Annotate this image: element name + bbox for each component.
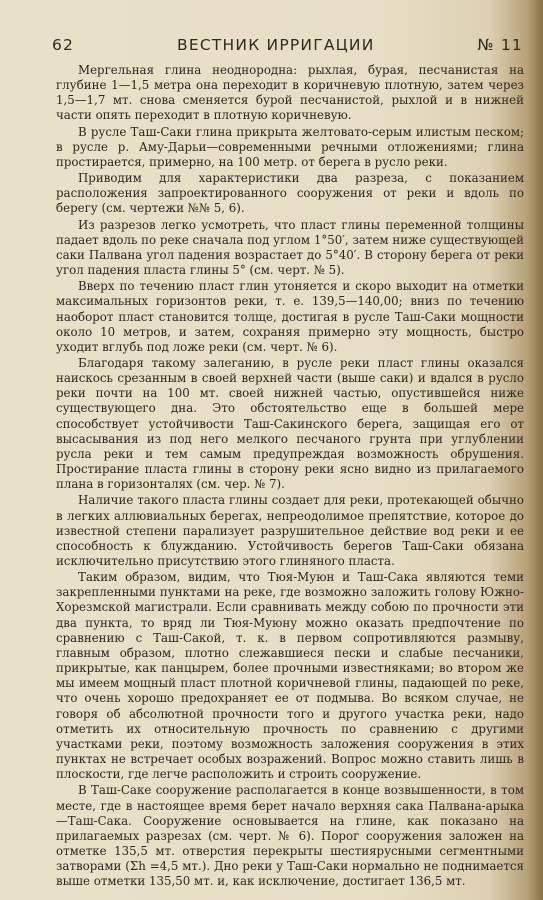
paragraph: В Таш-Саке сооружение располагается в конце возвышенности, в том месте, где в настоящее время берет начало верхняя сака Палвана-арыка—Таш-Сака. Сооружение основывается на глине, как показано на прилагаемых разрезах (см. черт. № 6). Порог сооружения заложен на отметке 135,5 мт. отверстия перекрыты шестиярусными сегментными затворами (Σh =4,5 мт.). Дно реки у Таш-Саки нормально не поднимается выше отметки 135,50 мт. и, как исключение, достигает 136,5 мт. — [56, 783, 524, 889]
paragraph: Вверх по течению пласт глин утоняется и скоро выходит на отметки максимальных горизонтов реки, т. е. 139,5—140,00; вниз по течению наоборот пласт становится толще, достигая в русле Таш-Саки мощности около 10 метров, и затем, сохраняя примерно эту мощность, быстро уходит вглубь под ложе реки (см. черт. № 6). — [56, 279, 524, 354]
issue-number: № 11 — [477, 36, 523, 54]
paragraph: Благодаря такому залеганию, в русле реки пласт глины оказался наискось срезанным в своей верхней части (выше саки) и вдался в русло реки почти на 100 мт. своей нижней частью, опустившейся ниже существующего дна. Это обстоятельство еще в большей мере способствует устойчивости Таш-Сакинского берега, защищая его от высасывания из под него мелкого песчаного грунта при углублении русла реки и тем самым предупреждая возможность обрушения. Простирание пласта глины в сторону реки ясно видно из прилагаемого плана в горизонталях (см. чер. № 7). — [56, 355, 524, 492]
paragraph: Наличие такого пласта глины создает для реки, протекающей обычно в легких аллювиальных берегах, непреодолимое препятствие, которое до известной степени парализует разрушительное действие вод реки и ее способность к блужданию. Устойчивость берегов Таш-Саки обязана исключительно присутствию этого глиняного пласта. — [56, 493, 524, 568]
page-number: 62 — [52, 36, 75, 54]
paragraph: Из разрезов легко усмотреть, что пласт глины переменной толщины падает вдоль по реке сначала под углом 1°50′, затем ниже существующей саки Палвана угол падения возрастает до 5°40′. В сторону берега от реки угол падения пласта глины 5° (см. черт. № 5). — [56, 217, 524, 278]
article-body — [56, 63, 524, 889]
paragraph: Таким образом, видим, что Тюя-Муюн и Таш-Сака являются теми закрепленными пунктами на реке, где возможно заложить голову Южно-Хорезмской магистрали. Если сравнивать между собою по прочности эти два пункта, то вряд ли Тюя-Муюну можно оказать предпочтение по сравнению с Таш-Сакой, т. к. в первом сопротивляются размыву, главным образом, плотно слежавшиеся пески и слабые песчаники, прикрытые, как панцырем, более прочными известняками; во втором же мы имеем мощный пласт плотной коричневой глины, падающей по реке, что очень хорошо предохраняет ее от подмыва. Во всяком случае, не говоря об абсолютной прочности того и другого участка реки, надо отметить их относительную прочность по сравнению с другими участками реки, поэтому возможность заложения сооружения в этих пунктах не встречает особых возражений. Вопрос можно ставить лишь в плоскости, где легче расположить и строить сооружение. — [56, 570, 524, 782]
journal-title: ВЕСТНИК ИРРИГАЦИИ — [177, 36, 375, 54]
page-header — [52, 36, 523, 58]
paragraph: Приводим для характеристики два разреза, с показанием расположения запроектированного сооружения от реки и вдоль по берегу (см. чертежи №№ 5, 6). — [56, 171, 524, 216]
paragraph: В русле Таш-Саки глина прикрыта желтовато-серым илистым песком; в русле р. Аму-Дарьи—современными речными отложениями; глина простирается, примерно, на 100 метр. от берега в русло реки. — [56, 124, 524, 169]
paragraph: Мергельная глина неоднородна: рыхлая, бурая, песчанистая на глубине 1—1,5 метра она переходит в коричневую плотную, затем через 1,5—1,7 мт. снова сменяется бурой песчанистой, рыхлой и в нижней части опять переходит в плотную коричневую. — [56, 63, 524, 123]
